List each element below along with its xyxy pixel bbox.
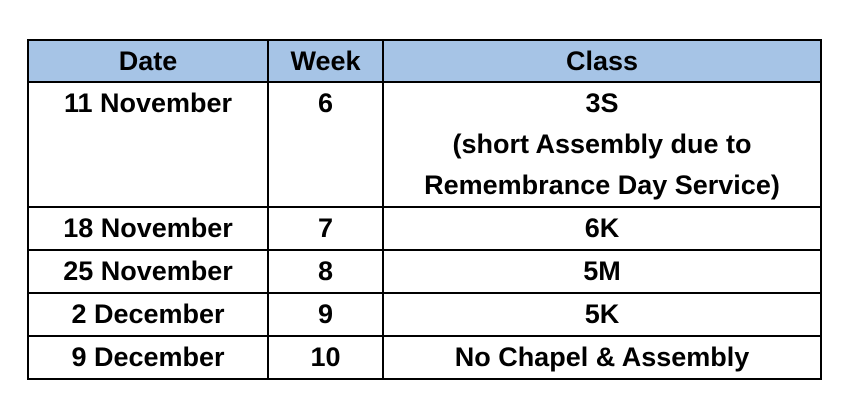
date-cell: 9 December [28, 336, 268, 379]
column-header-date: Date [28, 40, 268, 82]
class-cell [383, 82, 821, 207]
table-row [28, 82, 821, 207]
week-cell: 6 [268, 82, 383, 207]
date-cell: 2 December [28, 293, 268, 336]
class-line: No Chapel & Assembly [454, 342, 750, 372]
table-header-row [28, 40, 821, 82]
week-cell: 10 [268, 336, 383, 379]
column-header-class: Class [383, 40, 821, 82]
class-line: 5M [583, 256, 621, 286]
class-cell [383, 207, 821, 250]
class-line: 6K [584, 213, 620, 243]
week-cell: 9 [268, 293, 383, 336]
class-cell [383, 250, 821, 293]
table-row [28, 336, 821, 379]
class-line: (short Assembly due to [452, 129, 752, 159]
week-cell: 7 [268, 207, 383, 250]
table-row [28, 250, 821, 293]
class-line: 5K [584, 299, 620, 329]
date-cell: 25 November [28, 250, 268, 293]
class-cell [383, 293, 821, 336]
class-line: 3S [585, 88, 619, 118]
table-row [28, 293, 821, 336]
date-cell: 18 November [28, 207, 268, 250]
class-line: Remembrance Day Service) [424, 170, 780, 200]
table-row [28, 207, 821, 250]
column-header-week: Week [268, 40, 383, 82]
week-cell: 8 [268, 250, 383, 293]
date-cell: 11 November [28, 82, 268, 207]
class-cell [383, 336, 821, 379]
assembly-schedule-table [27, 39, 822, 380]
